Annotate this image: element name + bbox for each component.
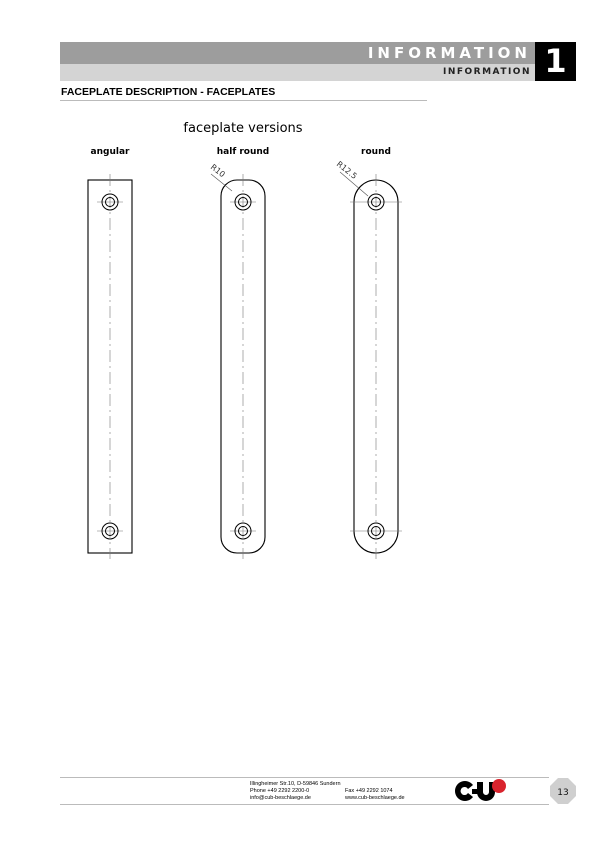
chapter-number: 1 xyxy=(535,42,576,81)
section-rule xyxy=(60,100,427,101)
label-half-round: half round xyxy=(216,147,270,157)
label-angular: angular xyxy=(90,147,130,157)
footer-web: www.cub-beschlaege.de xyxy=(345,795,405,801)
faceplate-half-round xyxy=(209,162,265,559)
faceplate-round xyxy=(335,159,402,559)
label-round: round xyxy=(361,147,391,157)
company-logo xyxy=(452,778,512,804)
header-subtitle: INFORMATION xyxy=(442,67,531,77)
faceplate-angular xyxy=(88,174,132,559)
faceplate-drawing xyxy=(0,110,609,570)
section-title: FACEPLATE DESCRIPTION - FACEPLATES xyxy=(61,86,276,98)
header-title: INFORMATION xyxy=(367,44,531,62)
footer-phone: Phone +49 2292 2200-0 xyxy=(250,788,310,794)
radius-label-r10: R10 xyxy=(208,162,227,180)
footer-email: info@cub-beschlaege.de xyxy=(250,795,311,801)
drawing-title: faceplate versions xyxy=(183,121,303,136)
footer-fax: Fax +49 2292 1074 xyxy=(345,788,393,794)
page-number: 13 xyxy=(557,788,569,798)
page-number-badge xyxy=(549,777,577,805)
footer-rule-bottom xyxy=(60,804,549,805)
footer-address: Illingheimer Str.10, D-59846 Sundern xyxy=(250,781,341,787)
radius-label-r12-5: R12.5 xyxy=(334,159,359,181)
